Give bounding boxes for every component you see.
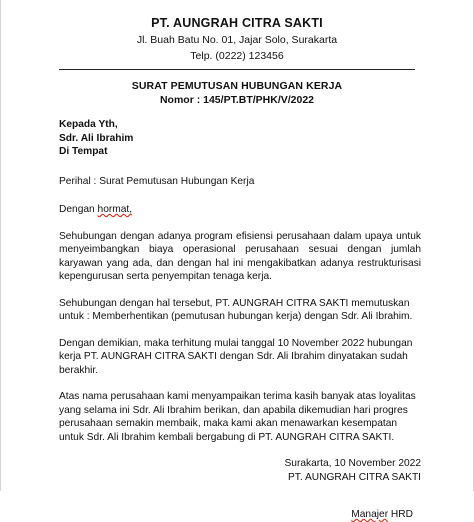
letterhead-divider xyxy=(59,69,415,70)
greeting-word: hormat, xyxy=(97,204,133,215)
addressee-block xyxy=(59,118,421,159)
closing-company: PT. AUNGRAH CITRA SAKTI xyxy=(287,471,421,483)
company-name: PT. AUNGRAH CITRA SAKTI xyxy=(151,16,323,30)
greeting xyxy=(59,203,421,217)
addressee-line-3: Di Tempat xyxy=(59,146,108,157)
document-number: Nomor : 145/PT.BT/PHK/V/2022 xyxy=(159,94,315,106)
addressee-line-2: Sdr. Ali Ibrahim xyxy=(59,132,134,144)
paragraph-1: Sehubungan dengan adanya program efisiensi perusahaan dalam upaya untuk menyeimbangkan biaya operasional perusahaan sesuai dengan jumlah karyawan yang ada, dan dengan hal ini mengakibatkan adanya restrukturisasi kepengurusan serta penyempitan tenaga kerja. xyxy=(59,230,421,282)
addressee-line-1: Kepada Yth, xyxy=(59,119,118,130)
closing-place-date: Surakarta, 10 November 2022 xyxy=(284,458,421,469)
paragraph-2: Sehubungan dengan hal tersebut, PT. AUNGRAH CITRA SAKTI memutuskan untuk : Memberhentikan (pemutusan hubungan kerja) dengan Sdr. Ali Ibrahim. xyxy=(59,297,413,322)
signer-prefix: Manajer xyxy=(351,509,389,520)
signer-suffix: HRD xyxy=(388,509,413,520)
signer-title xyxy=(59,508,421,522)
document-title-block xyxy=(1,80,473,106)
closing-block xyxy=(59,457,421,484)
letter-body xyxy=(1,118,473,522)
paragraph-4: Atas nama perusahaan kami menyampaikan terima kasih banyak atas loyalitas yang selama ini Sdr. Ali Ibrahim berikan, dan apabila dikemudian hari progres perusahaan semakin membaik, maka kami akan menawarkan kesempatan untuk Sdr. Ali Ibrahim kembali bergabung di PT. AUNGRAH CITRA SAKTI. xyxy=(59,391,416,443)
subject-line: Perihal : Surat Pemutusan Hubungan Kerja xyxy=(59,175,255,187)
letterhead xyxy=(1,0,473,62)
company-phone: Telp. (0222) 123456 xyxy=(190,50,284,62)
greeting-prefix: Dengan xyxy=(59,204,98,215)
paragraph-3: Dengan demikian, maka terhitung mulai tanggal 10 November 2022 hubungan kerja PT. AUNGRAH CITRA SAKTI dengan Sdr. Ali Ibrahim dinyatakan sudah berakhir. xyxy=(59,337,413,376)
document-title: SURAT PEMUTUSAN HUBUNGAN KERJA xyxy=(131,80,343,92)
company-address: Jl. Buah Batu No. 01, Jajar Solo, Surakarta xyxy=(136,34,338,46)
